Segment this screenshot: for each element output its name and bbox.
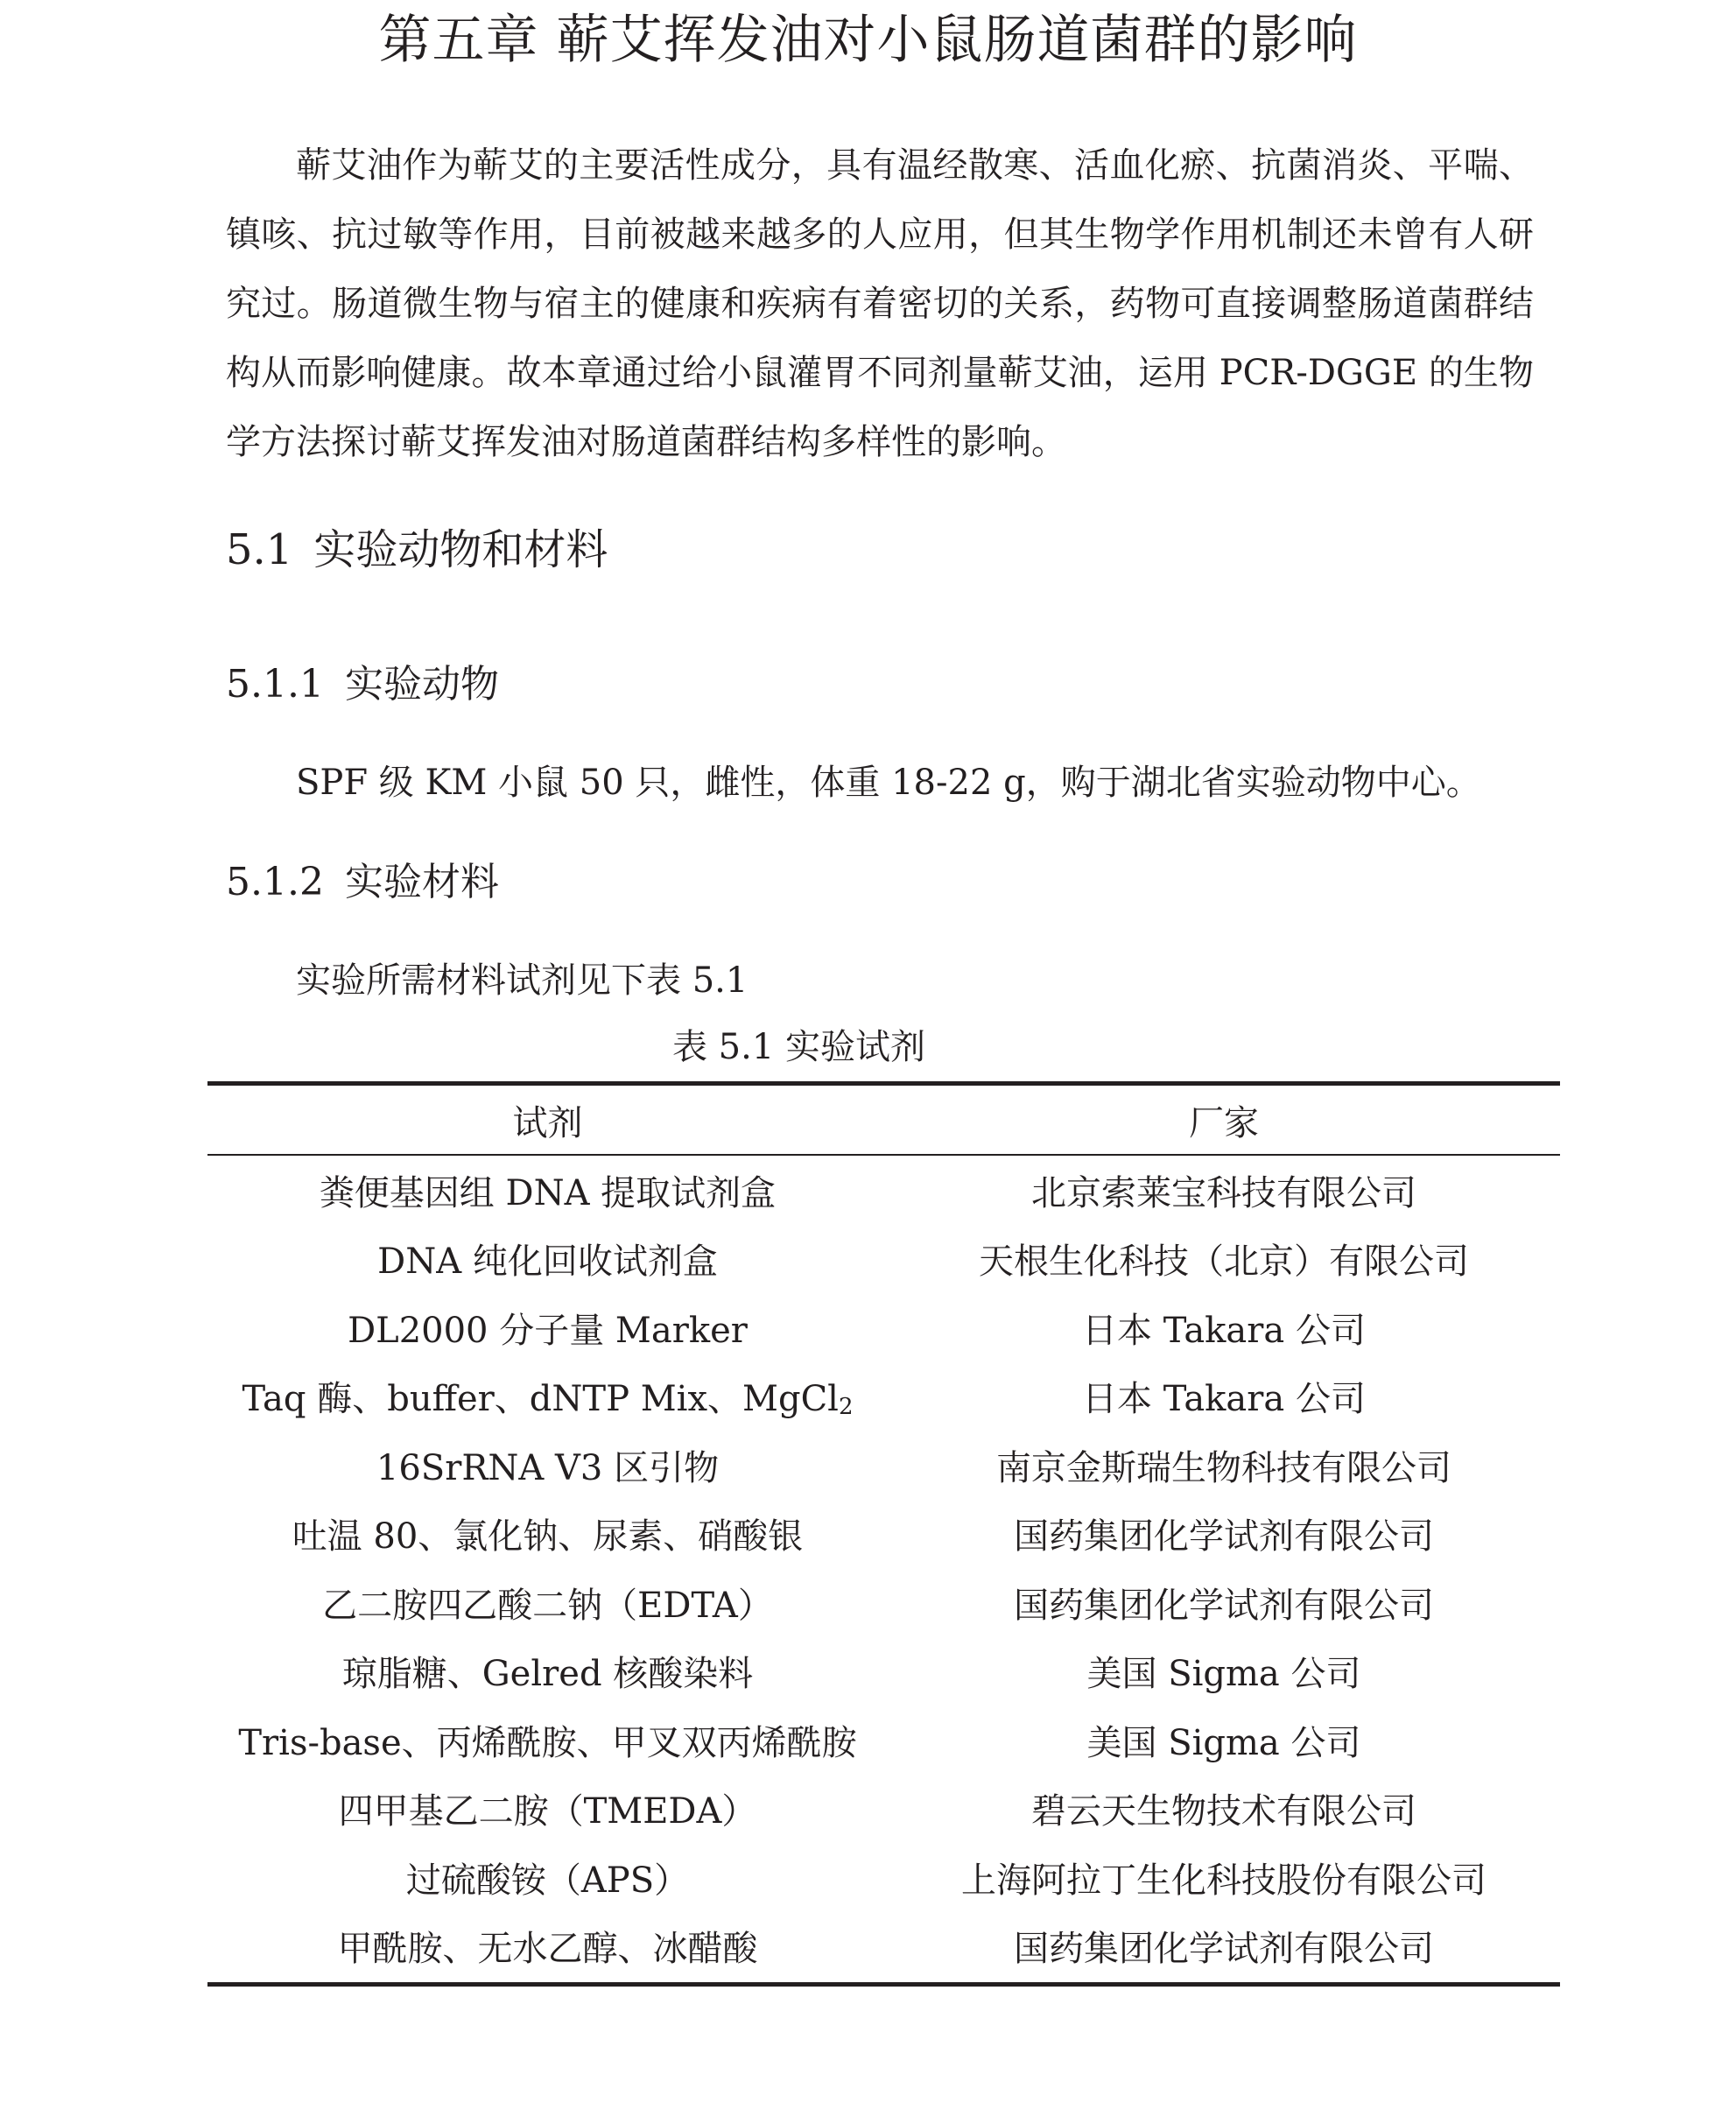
section-heading-5-1	[226, 522, 608, 578]
header-reagent: 试剂	[512, 1102, 583, 1143]
section-heading-5-1-2	[226, 856, 499, 909]
manufacturer-cell: 日本 Takara 公司	[1082, 1379, 1366, 1420]
reagent-cell: Tris-base、丙烯酰胺、甲叉双丙烯酰胺	[238, 1722, 857, 1763]
reagent-cell: 乙二胺四乙酸二钠（EDTA）	[322, 1585, 773, 1626]
table-row	[207, 1225, 1560, 1294]
manufacturer-cell: 上海阿拉丁生化科技股份有限公司	[961, 1860, 1486, 1901]
table-row	[207, 1706, 1560, 1775]
manufacturer-cell: 美国 Sigma 公司	[1086, 1654, 1361, 1695]
table-body	[207, 1156, 1560, 1980]
reagent-cell: DNA 纯化回收试剂盒	[377, 1241, 718, 1283]
reagent-cell: 甲酰胺、无水乙醇、冰醋酸	[337, 1929, 758, 1970]
table-header-row	[207, 1086, 1560, 1154]
manufacturer-cell: 美国 Sigma 公司	[1086, 1722, 1361, 1763]
table-row	[207, 1156, 1560, 1225]
manufacturer-cell: 日本 Takara 公司	[1082, 1310, 1366, 1351]
reagent-cell: 过硫酸铵（APS）	[405, 1860, 690, 1901]
animals-description: SPF 级 KM 小鼠 50 只，雌性，体重 18-22 g，购于湖北省实验动物中心。	[296, 763, 1481, 803]
section-title: 实验动物和材料	[313, 525, 608, 574]
intro-paragraph: 蕲艾油作为蕲艾的主要活性成分，具有温经散寒、活血化瘀、抗菌消炎、平喘、镇咳、抗过敏等作用，目前被越来越多的人应用，但其生物学作用机制还未曾有人研究过。肠道微生物与宿主的健康和疾病有着密切的关系，药物可直接调整肠道菌群结构从而影响健康。故本章通过给小鼠灌胃不同剂量蕲艾油，运用 PCR-DGGE 的生物学方法探讨蕲艾挥发油对肠道菌群结构多样性的影响。	[226, 145, 1534, 462]
reagent-cell: 琼脂糖、Gelred 核酸染料	[341, 1654, 754, 1695]
chapter-title: 第五章 蕲艾挥发油对小鼠肠道菌群的影响	[378, 10, 1358, 71]
section-number: 5.1.1	[226, 662, 324, 707]
manufacturer-cell: 国药集团化学试剂有限公司	[1014, 1516, 1434, 1558]
manufacturer-cell: 国药集团化学试剂有限公司	[1014, 1585, 1434, 1626]
manufacturer-cell: 北京索莱宝科技有限公司	[1031, 1172, 1416, 1213]
subscript: 2	[838, 1394, 854, 1421]
table-row	[207, 1362, 1560, 1431]
manufacturer-cell: 天根生化科技（北京）有限公司	[979, 1241, 1469, 1283]
table-caption: 表 5.1 实验试剂	[671, 1027, 926, 1067]
reagent-cell: 吐温 80、氯化钠、尿素、硝酸银	[292, 1516, 804, 1558]
reagent-cell: 粪便基因组 DNA 提取试剂盒	[319, 1172, 777, 1213]
reagent-text: Taq 酶、buffer、dNTP Mix、MgCl	[242, 1379, 839, 1420]
table-row	[207, 1568, 1560, 1637]
reagent-cell	[207, 1371, 888, 1421]
section-title: 实验动物	[344, 662, 499, 707]
table-row	[207, 1912, 1560, 1981]
table-row	[207, 1843, 1560, 1912]
section-number: 5.1.2	[226, 860, 324, 904]
table-bottom-rule	[207, 1982, 1560, 1987]
reagent-cell: DL2000 分子量 Marker	[348, 1310, 748, 1351]
table-row	[207, 1500, 1560, 1569]
table-row	[207, 1637, 1560, 1706]
manufacturer-cell: 南京金斯瑞生物科技有限公司	[996, 1447, 1451, 1488]
table-row	[207, 1293, 1560, 1362]
reagent-cell: 四甲基乙二胺（TMEDA）	[338, 1791, 757, 1832]
manufacturer-cell: 碧云天生物技术有限公司	[1031, 1791, 1416, 1832]
materials-intro: 实验所需材料试剂见下表 5.1	[296, 960, 749, 1001]
header-manufacturer: 厂家	[1189, 1102, 1259, 1143]
reagent-cell: 16SrRNA V3 区引物	[376, 1447, 720, 1488]
table-row	[207, 1431, 1560, 1500]
section-number: 5.1	[226, 525, 293, 574]
section-title: 实验材料	[344, 860, 499, 904]
section-heading-5-1-1	[226, 658, 499, 711]
manufacturer-cell: 国药集团化学试剂有限公司	[1014, 1929, 1434, 1970]
table-row	[207, 1775, 1560, 1844]
